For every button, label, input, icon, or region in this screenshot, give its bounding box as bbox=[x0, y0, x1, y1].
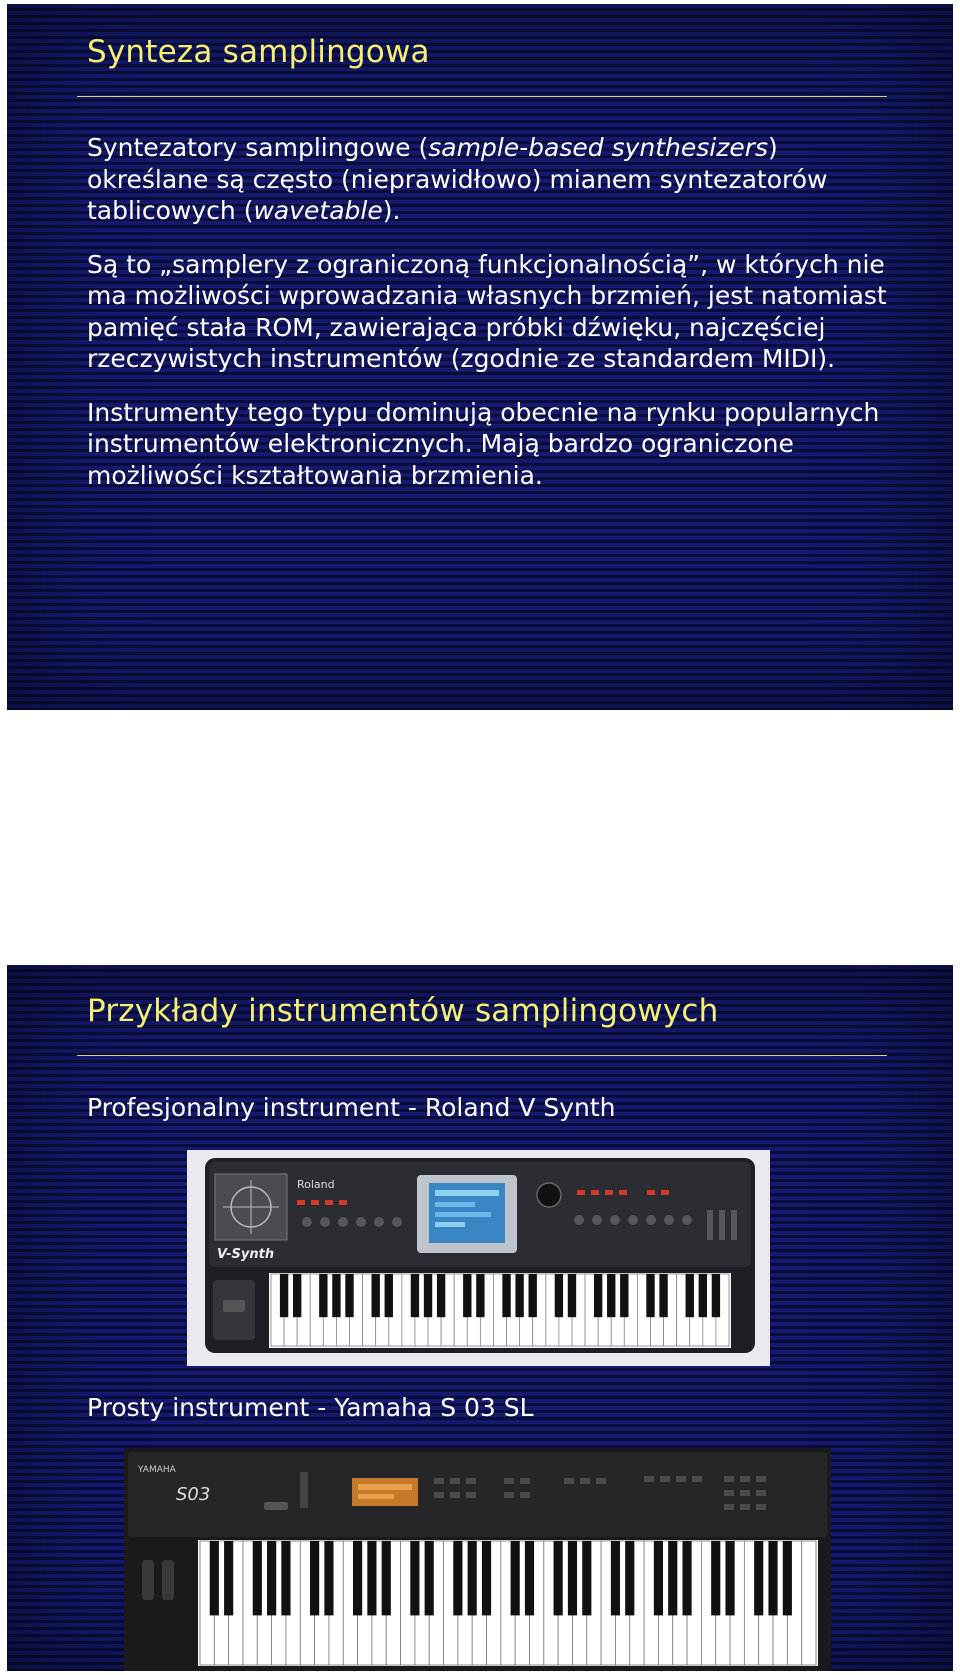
black-key bbox=[525, 1541, 534, 1615]
black-key bbox=[371, 1274, 379, 1317]
black-key bbox=[353, 1541, 362, 1615]
black-key bbox=[568, 1274, 576, 1317]
para1-term-en: sample-based synthesizers bbox=[428, 133, 769, 162]
black-key bbox=[768, 1541, 777, 1615]
paragraph-2: Są to „samplery z ograniczoną funkcjonalnością”, w których nie ma możliwości wprowadzania własnych brzmień, jest natomiast pamięć stała ROM, zawierająca próbki dźwięku, najczęściej rzeczywistych instrumentów (zgodnie ze standardem MIDI). bbox=[87, 249, 887, 373]
black-key bbox=[511, 1541, 520, 1615]
black-key bbox=[385, 1274, 393, 1317]
title-divider bbox=[77, 1055, 887, 1056]
black-key bbox=[668, 1541, 677, 1615]
black-key bbox=[682, 1541, 691, 1615]
black-key bbox=[611, 1541, 620, 1615]
black-key bbox=[555, 1274, 563, 1317]
black-key bbox=[310, 1541, 319, 1615]
para1-text-a: Syntezatory samplingowe ( bbox=[87, 133, 429, 162]
yamaha-s03-photo bbox=[124, 1448, 831, 1671]
black-key bbox=[699, 1274, 707, 1317]
black-key bbox=[515, 1274, 523, 1317]
black-key bbox=[659, 1274, 667, 1317]
paragraph-3: Instrumenty tego typu dominują obecnie na rynku popularnych instrumentów elektronicznych. Mają bardzo ograniczone możliwości kształtowania brzmienia. bbox=[87, 397, 880, 490]
v-synth-logo: V-Synth bbox=[217, 1247, 275, 1262]
black-key bbox=[332, 1274, 340, 1317]
black-key bbox=[646, 1274, 654, 1317]
black-key bbox=[424, 1274, 432, 1317]
black-key bbox=[594, 1274, 602, 1317]
black-key bbox=[463, 1274, 471, 1317]
white-key bbox=[802, 1541, 816, 1665]
black-key bbox=[783, 1541, 792, 1615]
black-key bbox=[711, 1541, 720, 1615]
para1-text-e: ). bbox=[382, 196, 401, 225]
black-key bbox=[754, 1541, 763, 1615]
black-key bbox=[625, 1541, 634, 1615]
caption-yamaha: Prosty instrument - Yamaha S 03 SL bbox=[87, 1393, 534, 1422]
black-key bbox=[725, 1541, 734, 1615]
roland-v-synth-photo bbox=[187, 1150, 770, 1366]
roland-logo: Roland bbox=[297, 1178, 335, 1191]
black-key bbox=[425, 1541, 434, 1615]
title-divider bbox=[77, 96, 887, 97]
black-key bbox=[224, 1541, 233, 1615]
black-key bbox=[345, 1274, 353, 1317]
black-key bbox=[568, 1541, 577, 1615]
black-key bbox=[476, 1274, 484, 1317]
black-key bbox=[554, 1541, 563, 1615]
black-key bbox=[453, 1541, 462, 1615]
black-key bbox=[280, 1274, 288, 1317]
black-key bbox=[267, 1541, 276, 1615]
black-key bbox=[367, 1541, 376, 1615]
yamaha-logo: YAMAHA bbox=[138, 1465, 176, 1475]
black-key bbox=[620, 1274, 628, 1317]
caption-roland: Profesjonalny instrument - Roland V Synth bbox=[87, 1093, 616, 1122]
black-key bbox=[607, 1274, 615, 1317]
black-key bbox=[468, 1541, 477, 1615]
black-key bbox=[654, 1541, 663, 1615]
black-key bbox=[210, 1541, 219, 1615]
black-key bbox=[712, 1274, 720, 1317]
para1-text-c: ) określane są często (nieprawidłowo) mianem syntezatorów tablicowych ( bbox=[87, 133, 828, 225]
black-key bbox=[411, 1274, 419, 1317]
black-key bbox=[281, 1541, 290, 1615]
black-key bbox=[253, 1541, 262, 1615]
black-key bbox=[686, 1274, 694, 1317]
slide-2 bbox=[7, 965, 953, 1671]
black-key bbox=[382, 1541, 391, 1615]
slide-title: Synteza samplingowa bbox=[87, 34, 430, 70]
black-key bbox=[502, 1274, 510, 1317]
black-key bbox=[582, 1541, 591, 1615]
slide-body bbox=[87, 132, 887, 513]
black-key bbox=[324, 1541, 333, 1615]
black-key bbox=[482, 1541, 491, 1615]
s03-logo: S03 bbox=[176, 1484, 211, 1505]
paragraph-1 bbox=[87, 132, 887, 227]
black-key bbox=[410, 1541, 419, 1615]
slide-title: Przykłady instrumentów samplingowych bbox=[87, 993, 719, 1029]
black-key bbox=[529, 1274, 537, 1317]
para1-term-wavetable: wavetable bbox=[253, 196, 383, 225]
slide-1 bbox=[7, 4, 953, 710]
black-key bbox=[319, 1274, 327, 1317]
black-key bbox=[437, 1274, 445, 1317]
black-key bbox=[293, 1274, 301, 1317]
